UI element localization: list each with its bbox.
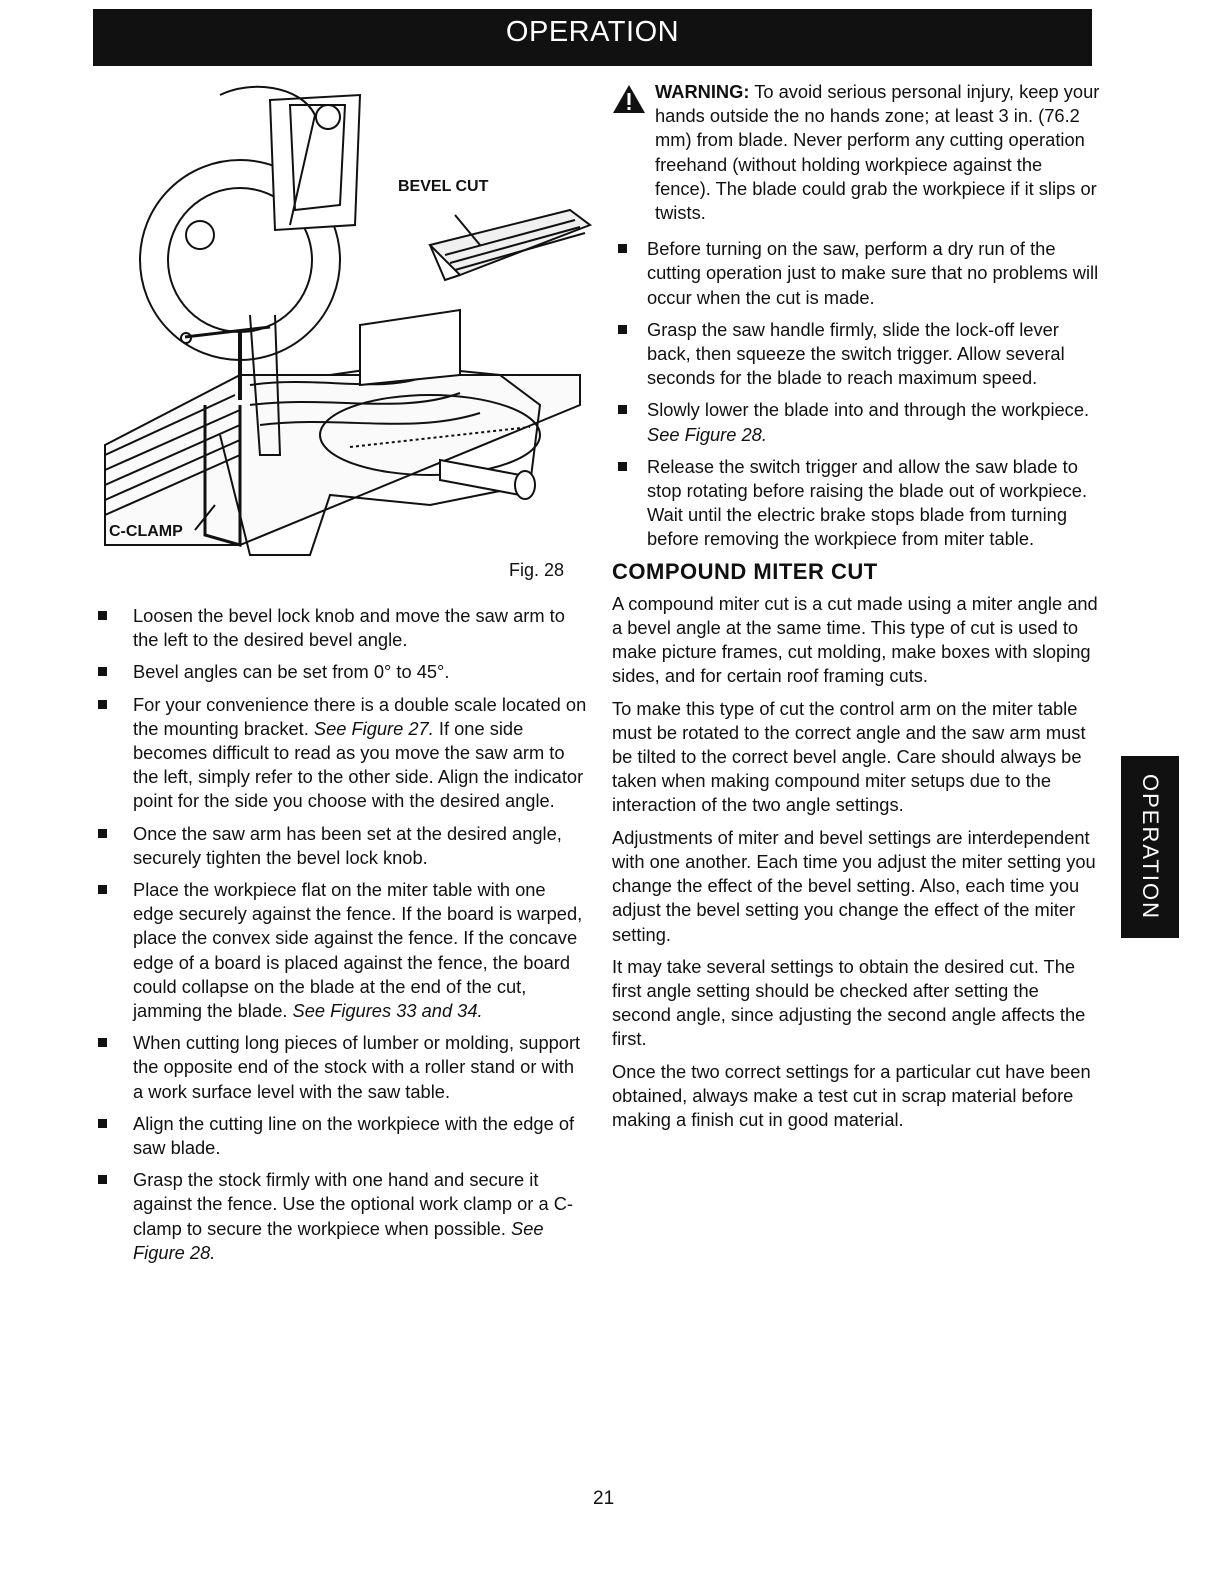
warning-label: WARNING: — [655, 81, 750, 102]
paragraph: It may take several settings to obtain the desired cut. The first angle setting should be checked after setting the second angle, since adjusting the second angle affects the first. — [612, 955, 1086, 1050]
bullet-square-icon — [98, 1119, 107, 1128]
warning-text: To avoid serious personal injury, keep your hands outside the no hands zone; at least 3 in. (76.2 mm) from blade. Never perform any cutting operation freehand (without holding workpiece against the fence). The blade could grab the workpiece if it slips or twists. — [655, 81, 1100, 224]
bullet-square-icon — [98, 700, 107, 709]
list-item-text: Before turning on the saw, perform a dry run of the cutting operation just to make sure that no problems will occur when the cut is made. — [647, 238, 1099, 308]
left-column — [96, 604, 588, 1273]
bullet-square-icon — [98, 1175, 107, 1184]
bullet-square-icon — [98, 667, 107, 676]
list-item — [612, 455, 1100, 552]
section-header-bar — [93, 9, 1092, 66]
list-item-text: When cutting long pieces of lumber or molding, support the opposite end of the stock with a roller stand or with a work surface level with the saw table. — [133, 1032, 581, 1102]
list-item-text: Grasp the saw handle firmly, slide the lock-off lever back, then squeeze the switch trigger. Allow several seconds for the blade to reach maximum speed. — [647, 318, 1065, 389]
side-tab-label: OPERATION — [1138, 774, 1163, 920]
figure-reference: See Figure 28. — [647, 423, 767, 445]
list-item — [612, 237, 1100, 310]
bullet-square-icon — [98, 611, 107, 620]
miter-saw-drawing — [100, 75, 600, 580]
page-number: 21 — [593, 1488, 615, 1509]
left-bullet-list — [96, 604, 588, 1265]
list-item — [96, 1031, 588, 1104]
bevel-cut-label: BEVEL CUT — [398, 178, 489, 195]
warning-block — [612, 80, 1100, 225]
bullet-square-icon — [98, 829, 107, 838]
list-item — [96, 1168, 588, 1265]
figure-28-illustration — [100, 75, 600, 580]
list-item — [96, 822, 588, 870]
list-item-text: If one side becomes difficult to read as you move the saw arm to the left, simply refer to the other side. Align the indicator point for the side you choose with the desired angle. — [133, 717, 584, 812]
list-item-text: Bevel angles can be set from 0° to 45°. — [133, 661, 450, 683]
list-item-text: Align the cutting line on the workpiece with the edge of saw blade. — [133, 1112, 575, 1159]
list-item — [96, 878, 588, 1023]
list-item — [612, 318, 1100, 391]
list-item-text: Slowly lower the blade into and through the workpiece. — [647, 399, 1090, 421]
list-item-text: Release the switch trigger and allow the saw blade to stop rotating before raising the blade out of workpiece. Wait until the electric brake stops blade from turning before removing the workpiece from miter table. — [647, 455, 1088, 550]
list-item-text: Loosen the bevel lock knob and move the saw arm to the left to the desired bevel angle. — [133, 605, 565, 651]
list-item — [96, 660, 588, 684]
figure-caption: Fig. 28 — [509, 560, 565, 580]
warning-triangle-icon — [612, 84, 646, 120]
bullet-square-icon — [618, 325, 627, 334]
bullet-square-icon — [618, 405, 627, 414]
side-section-tab — [1121, 756, 1179, 938]
paragraph: To make this type of cut the control arm on the miter table must be rotated to the correct angle and the saw arm must be tilted to the correct bevel angle. Care should always be taken when making compound miter setups due to the interaction of the two angle settings. — [612, 697, 1086, 816]
figure-reference: See Figure 27. — [313, 717, 434, 739]
right-column — [612, 80, 1100, 1140]
bullet-square-icon — [618, 462, 627, 471]
list-item-text: Place the workpiece flat on the miter table with one edge securely against the fence. If the board is warped, place the convex side against the fence. If the concave edge of a board is placed against the fence, the board could collapse on the blade at the end of the cut, jamming the blade. — [133, 879, 583, 1022]
paragraph: Once the two correct settings for a particular cut have been obtained, always make a test cut in scrap material before making a finish cut in good material. — [612, 1060, 1091, 1130]
section-header-title: OPERATION — [505, 16, 680, 48]
bullet-square-icon — [618, 244, 627, 253]
right-bullet-list — [612, 237, 1100, 551]
list-item — [96, 693, 588, 814]
paragraph: Adjustments of miter and bevel settings are interdependent with one another. Each time you adjust the miter setting you change the effect of the bevel setting. Also, each time you adjust the bevel setting you change the effect of the miter setting. — [612, 826, 1096, 945]
bullet-square-icon — [98, 885, 107, 894]
list-item-text: For your convenience there is a double scale located on the mounting bracket. — [133, 693, 587, 739]
list-item — [96, 604, 588, 652]
list-item — [96, 1112, 588, 1160]
paragraph: A compound miter cut is a cut made using a miter angle and a bevel angle at the same time. This type of cut is used to make picture frames, cut molding, make boxes with sloping sides, and for certain roof framing cuts. — [612, 592, 1098, 687]
list-item — [612, 398, 1100, 446]
section-heading: COMPOUND MITER CUT — [612, 558, 878, 584]
bullet-square-icon — [98, 1038, 107, 1047]
list-item-text: Once the saw arm has been set at the desired angle, securely tighten the bevel lock knob. — [133, 822, 562, 868]
figure-reference: See Figures 33 and 34. — [292, 1000, 483, 1022]
c-clamp-label: C-CLAMP — [109, 523, 183, 540]
figure-reference: See Figure 28. — [133, 1217, 544, 1263]
list-item-text: Grasp the stock firmly with one hand and secure it against the fence. Use the optional work clamp or a C-clamp to secure the workpiece when possible. — [133, 1169, 573, 1239]
